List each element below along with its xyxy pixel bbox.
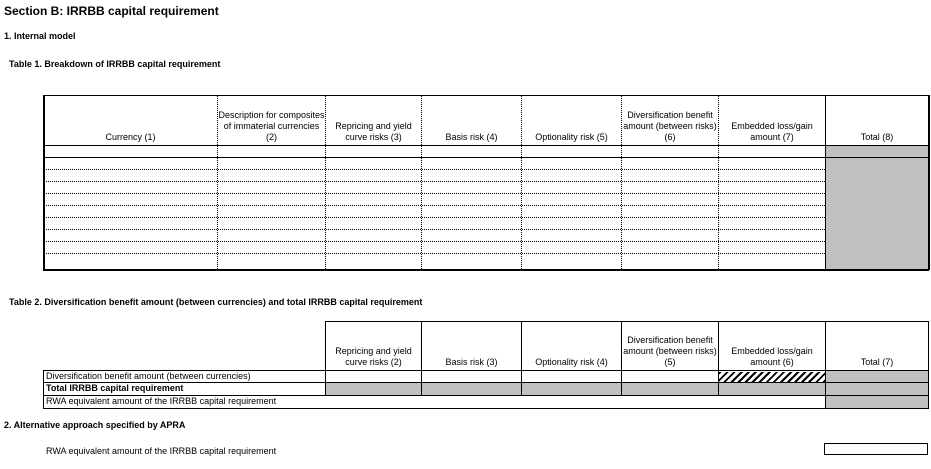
t2-col-total: Total (7) — [860, 357, 894, 367]
t2-row-total: Total IRRBB capital requirement — [46, 383, 184, 393]
table1-total-shading — [825, 146, 929, 270]
alt-rwa-label: RWA equivalent amount of the IRRBB capital requirement — [46, 446, 277, 456]
t1-col-currency: Currency (1) — [105, 132, 156, 142]
alt-approach-heading: 2. Alternative approach specified by APRA — [4, 420, 186, 430]
table2-title: Table 2. Diversification benefit amount (between currencies) and total IRRBB capital requirement — [9, 297, 423, 307]
t1-col-total: Total (8) — [860, 132, 894, 142]
t1-col-basis: Basis risk (4) — [445, 132, 498, 142]
t2-col-embedded: Embedded loss/gain amount (6) — [731, 346, 813, 367]
section-title: Section B: IRRBB capital requirement — [4, 4, 219, 18]
t2-row-rwa: RWA equivalent amount of the IRRBB capital requirement — [46, 396, 277, 406]
alt-rwa-input[interactable] — [824, 443, 928, 455]
t2-total-shading — [825, 371, 929, 409]
t1-col-repricing: Repricing and yield curve risks (3) — [335, 121, 412, 142]
internal-model-heading: 1. Internal model — [4, 31, 76, 41]
t1-col-diversification: Diversification benefit amount (between risks) (6) — [623, 110, 717, 142]
t1-col-optionality: Optionality risk (5) — [535, 132, 608, 142]
t2-col-repricing: Repricing and yield curve risks (2) — [335, 346, 412, 367]
t2-col-diversification: Diversification benefit amount (between risks) (5) — [623, 335, 717, 367]
table1-title: Table 1. Breakdown of IRRBB capital requirement — [9, 59, 221, 69]
t1-col-embedded: Embedded loss/gain amount (7) — [731, 121, 813, 142]
t2-row-diversification: Diversification benefit amount (between currencies) — [46, 371, 251, 381]
t2-col-basis: Basis risk (3) — [445, 357, 498, 367]
t2-col-optionality: Optionality risk (4) — [535, 357, 608, 367]
t1-col-description: Description for composites of immaterial currencies (2) — [218, 110, 325, 142]
